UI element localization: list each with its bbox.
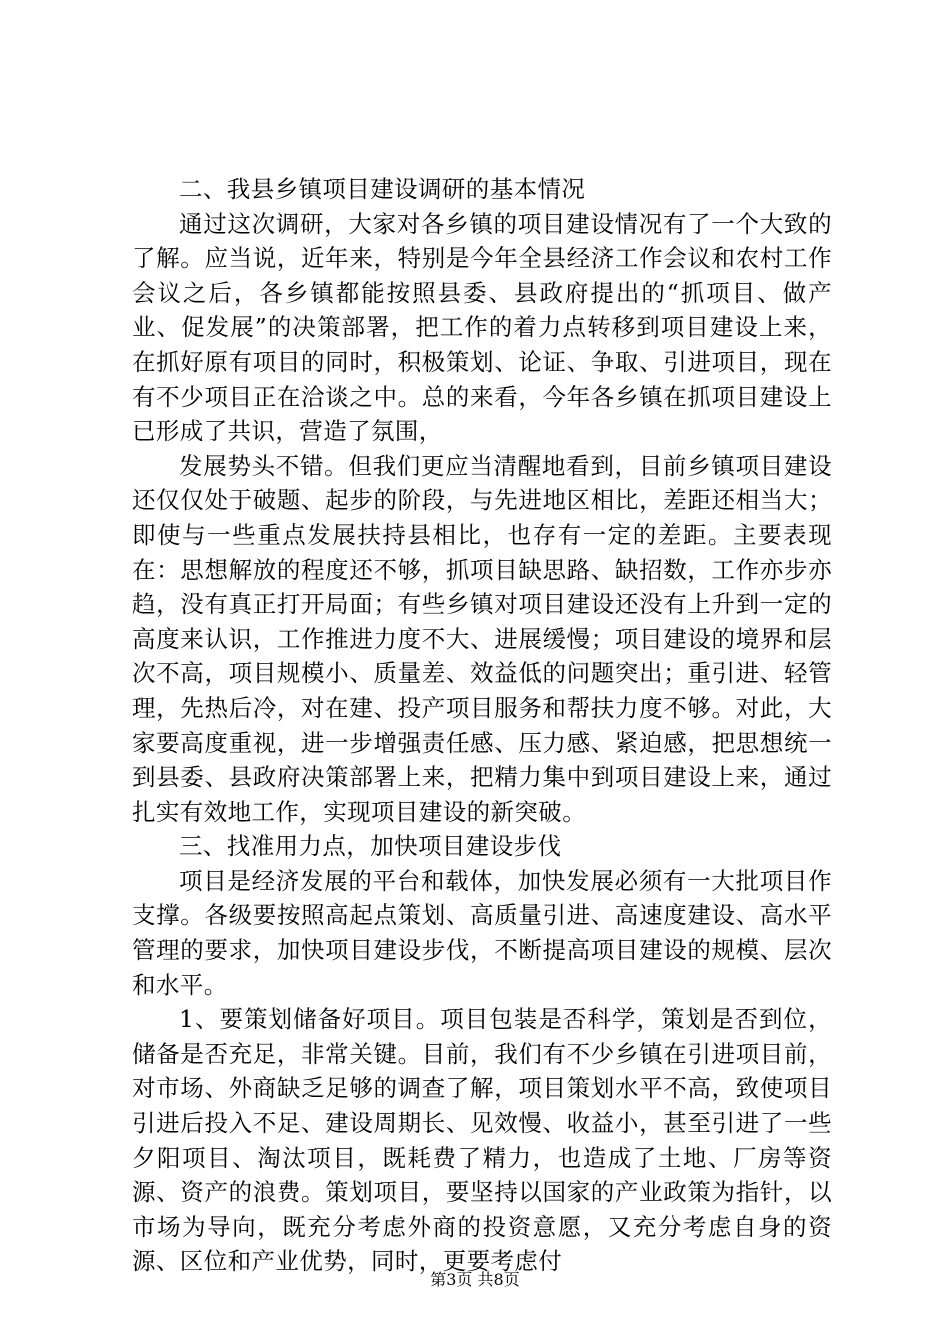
body-paragraph: 项目是经济发展的平台和载体，加快发展必须有一大批项目作支撑。各级要按照高起点策划、高质量引进、高速度建设、高水平管理的要求，加快项目建设步伐，不断提高项目建设的规模、层次和水平。 — [132, 866, 832, 999]
section-heading-3: 三、找准用力点，加快项目建设步伐 — [179, 832, 562, 861]
page-number-footer: 第3页 共8页 — [430, 1270, 520, 1289]
body-paragraph: 1、要策划储备好项目。项目包装是否科学，策划是否到位，储备是否充足，非常关键。目前，我们有不少乡镇在引进项目前，对市场、外商缺乏足够的调查了解，项目策划水平不高，致使项目引进后投入不足、建设周期长、见效慢、收益小，甚至引进了一些夕阳项目、淘汰项目，既耗费了精力，也造成了土地、厂房等资源、资产的浪费。策划项目，要坚持以国家的产业政策为指针，以市场为导向，既充分考虑外商的投资意愿，又充分考虑自身的资源、区位和产业优势，同时，更要考虑付 — [132, 1005, 832, 1276]
body-paragraph: 发展势头不错。但我们更应当清醒地看到，目前乡镇项目建设还仅仅处于破题、起步的阶段，与先进地区相比，差距还相当大；即使与一些重点发展扶持县相比，也存有一定的差距。主要表现在：思想解放的程度还不够，抓项目缺思路、缺招数，工作亦步亦趋，没有真正打开局面；有些乡镇对项目建设还没有上升到一定的高度来认识，工作推进力度不大、进展缓慢；项目建设的境界和层次不高，项目规模小、质量差、效益低的问题突出；重引进、轻管理，先热后冷，对在建、投产项目服务和帮扶力度不够。对此，大家要高度重视，进一步增强责任感、压力感、紧迫感，把思想统一到县委、县政府决策部署上来，把精力集中到项目建设上来，通过扎实有效地工作，实现项目建设的新突破。 — [132, 451, 832, 826]
section-heading-2: 二、我县乡镇项目建设调研的基本情况 — [179, 175, 586, 203]
document-body — [132, 172, 832, 1279]
body-paragraph: 通过这次调研，大家对各乡镇的项目建设情况有了一个大致的了解。应当说，近年来，特别是今年全县经济工作会议和农村工作会议之后，各乡镇都能按照县委、县政府提出的“抓项目、做产业、促发展”的决策部署，把工作的着力点转移到项目建设上来，在抓好原有项目的同时，积极策划、论证、争取、引进项目，现在有不少项目正在洽谈之中。总的来看，今年各乡镇在抓项目建设上已形成了共识，营造了氛围， — [132, 209, 832, 446]
